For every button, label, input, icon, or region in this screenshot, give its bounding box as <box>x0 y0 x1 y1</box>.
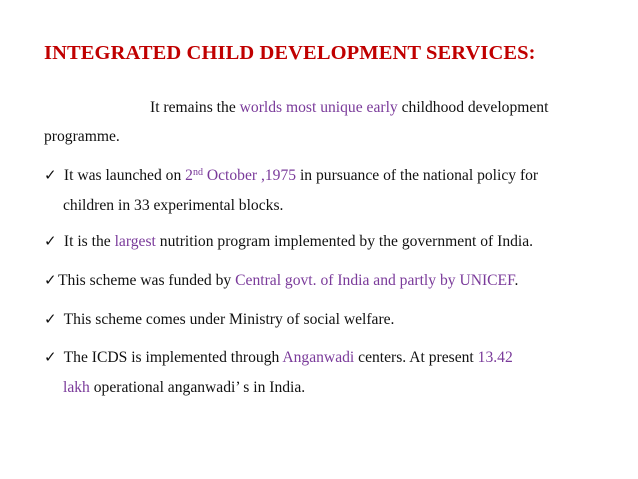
bullet-5-text-mid: centers. At present <box>354 349 478 366</box>
bullet-3-highlight: Central govt. of India and partly by UNICEF <box>235 272 515 289</box>
bullet-5-text: The ICDS is implemented through <box>63 349 283 366</box>
bullet-1-continuation: children in 33 experimental blocks. <box>63 197 284 214</box>
bullet-1 <box>44 165 538 186</box>
bullet-5-unit: lakh <box>63 379 90 396</box>
checkmark-icon: ✓ <box>44 271 57 289</box>
bullet-3 <box>44 270 518 291</box>
intro-highlight: worlds most unique early <box>239 99 398 116</box>
intro-line-1 <box>150 98 548 118</box>
bullet-3-text-end: . <box>514 272 519 289</box>
slide-title: INTEGRATED CHILD DEVELOPMENT SERVICES: <box>44 42 536 64</box>
checkmark-icon: ✓ <box>44 348 57 366</box>
bullet-5-highlight: Anganwadi <box>282 349 355 366</box>
bullet-5-text-end: operational anganwadi’ s in India. <box>89 379 306 396</box>
checkmark-icon: ✓ <box>44 166 57 184</box>
bullet-1-ordinal: nd <box>192 167 203 178</box>
bullet-1-text: It was launched on <box>63 167 186 184</box>
bullet-1-text-end: in pursuance of the national policy for <box>296 167 539 184</box>
bullet-5 <box>44 347 513 368</box>
bullet-4 <box>44 309 394 330</box>
bullet-1-day: 2 <box>185 167 193 184</box>
bullet-3-text: This scheme was funded by <box>58 272 236 289</box>
bullet-2-text: It is the <box>63 233 115 250</box>
bullet-4-text: This scheme comes under Ministry of social welfare. <box>63 311 395 328</box>
intro-text: It remains the <box>150 99 240 116</box>
intro-text-end: childhood development <box>397 99 549 116</box>
bullet-2 <box>44 231 533 252</box>
intro-line-2: programme. <box>44 128 120 145</box>
bullet-5-number: 13.42 <box>477 349 513 366</box>
bullet-1-date: October ,1975 <box>202 167 297 184</box>
bullet-2-highlight: largest <box>114 233 156 250</box>
checkmark-icon: ✓ <box>44 232 57 250</box>
bullet-5-continuation <box>63 378 305 398</box>
checkmark-icon: ✓ <box>44 310 57 328</box>
bullet-2-text-end: nutrition program implemented by the government of India. <box>155 233 534 250</box>
